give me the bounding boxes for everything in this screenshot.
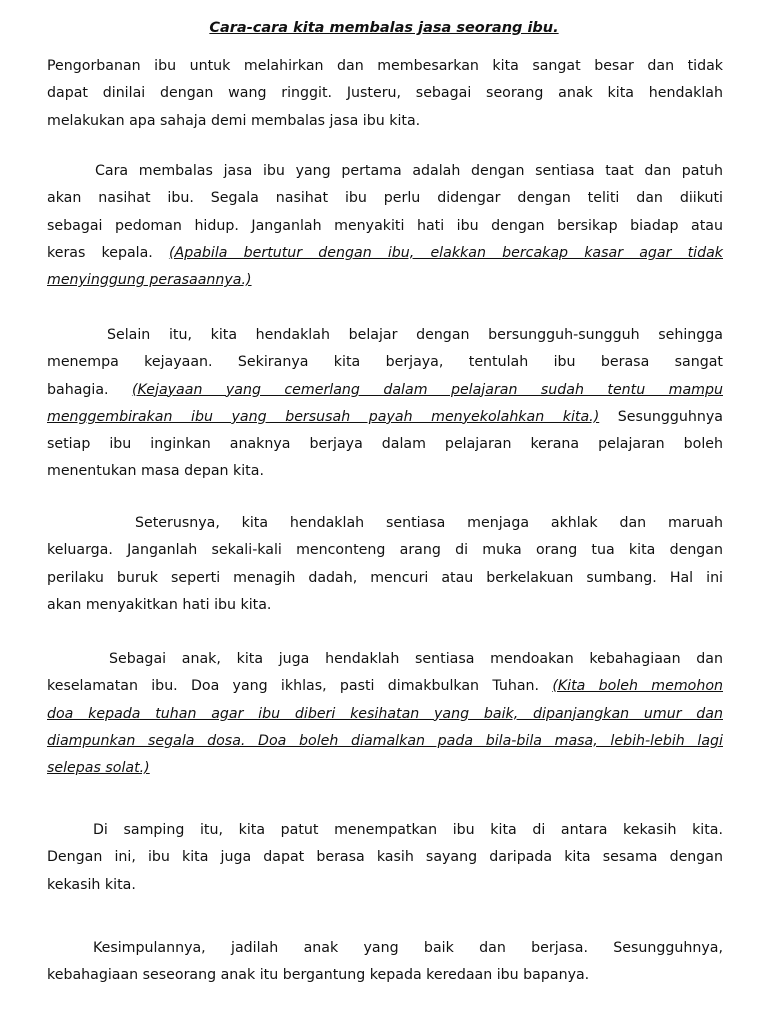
paragraph-conclusion bbox=[47, 935, 723, 990]
line-text: Sesungguhnya bbox=[599, 408, 723, 425]
page-title: Cara-cara kita membalas jasa seorang ibu. bbox=[209, 20, 559, 36]
paragraph-line: Sebagai anak, kita juga hendaklah sentiasa mendoakan kebahagiaan dan bbox=[109, 651, 723, 667]
underlined-example: menyinggung perasaannya.) bbox=[47, 272, 252, 289]
paragraph-place-mother bbox=[47, 817, 723, 899]
paragraph-pray-for-mother bbox=[47, 646, 723, 782]
paragraph-line bbox=[47, 404, 723, 431]
underlined-example: selepas solat.) bbox=[47, 760, 150, 777]
paragraph-line: akan nasihat ibu. Segala nasihat ibu perlu didengar dengan teliti dan diikuti bbox=[47, 190, 723, 207]
paragraph-study-hard bbox=[47, 322, 723, 486]
paragraph-line: kekasih kita. bbox=[47, 876, 136, 893]
paragraph-line: menentukan masa depan kita. bbox=[47, 463, 264, 480]
line-text: keselamatan ibu. Doa yang ikhlas, pasti dimakbulkan Tuhan. bbox=[47, 678, 553, 695]
paragraph-intro bbox=[47, 53, 723, 135]
underlined-example: (Apabila bertutur dengan ibu, elakkan bercakap kasar agar tidak bbox=[168, 244, 723, 261]
line-text: bahagia. bbox=[47, 381, 132, 398]
paragraph-good-character bbox=[47, 510, 723, 619]
underlined-example: menggembirakan ibu yang bersusah payah menyekolahkan kita.) bbox=[47, 408, 600, 425]
paragraph-line: Seterusnya, kita hendaklah sentiasa menjaga akhlak dan maruah bbox=[135, 515, 723, 531]
paragraph-line: akan menyakitkan hati ibu kita. bbox=[47, 596, 272, 613]
underlined-example: (Kita boleh memohon bbox=[552, 678, 723, 695]
paragraph-line: melakukan apa sahaja demi membalas jasa ibu kita. bbox=[47, 112, 421, 129]
paragraph-obey-mother bbox=[47, 158, 723, 294]
paragraph-line: perilaku buruk seperti menagih dadah, mencuri atau berkelakuan sumbang. Hal ini bbox=[47, 569, 723, 586]
underlined-example: diampunkan segala dosa. Doa boleh diamalkan pada bila-bila masa, lebih-lebih lagi bbox=[47, 732, 723, 749]
paragraph-line: menempa kejayaan. Sekiranya kita berjaya, tentulah ibu berasa sangat bbox=[47, 354, 723, 371]
line-text: keras kepala. bbox=[47, 244, 169, 261]
paragraph-line bbox=[47, 240, 723, 267]
paragraph-line: Dengan ini, ibu kita juga dapat berasa kasih sayang daripada kita sesama dengan bbox=[47, 849, 723, 866]
paragraph-line: sebagai pedoman hidup. Janganlah menyakiti hati ibu dengan bersikap biadap atau bbox=[47, 217, 723, 234]
paragraph-line bbox=[47, 377, 723, 404]
paragraph-line: kebahagiaan seseorang anak itu bergantung kepada keredaan ibu bapanya. bbox=[47, 967, 590, 984]
paragraph-line bbox=[47, 673, 723, 700]
paragraph-line: Cara membalas jasa ibu yang pertama adalah dengan sentiasa taat dan patuh bbox=[95, 163, 723, 179]
paragraph-line: setiap ibu inginkan anaknya berjaya dalam pelajaran kerana pelajaran boleh bbox=[47, 436, 723, 453]
paragraph-line: Selain itu, kita hendaklah belajar dengan bersungguh-sungguh sehingga bbox=[107, 327, 723, 343]
paragraph-line: Kesimpulannya, jadilah anak yang baik dan berjasa. Sesungguhnya, bbox=[93, 940, 723, 956]
paragraph-line: dapat dinilai dengan wang ringgit. Justeru, sebagai seorang anak kita hendaklah bbox=[47, 85, 723, 102]
paragraph-line: Di samping itu, kita patut menempatkan ibu kita di antara kekasih kita. bbox=[93, 822, 723, 838]
underlined-example: doa kepada tuhan agar ibu diberi kesihatan yang baik, dipanjangkan umur dan bbox=[47, 705, 723, 722]
paragraph-line: Pengorbanan ibu untuk melahirkan dan membesarkan kita sangat besar dan tidak bbox=[47, 58, 723, 74]
underlined-example: (Kejayaan yang cemerlang dalam pelajaran sudah tentu mampu bbox=[131, 381, 723, 398]
paragraph-line: keluarga. Janganlah sekali-kali menconteng arang di muka orang tua kita dengan bbox=[47, 542, 723, 559]
